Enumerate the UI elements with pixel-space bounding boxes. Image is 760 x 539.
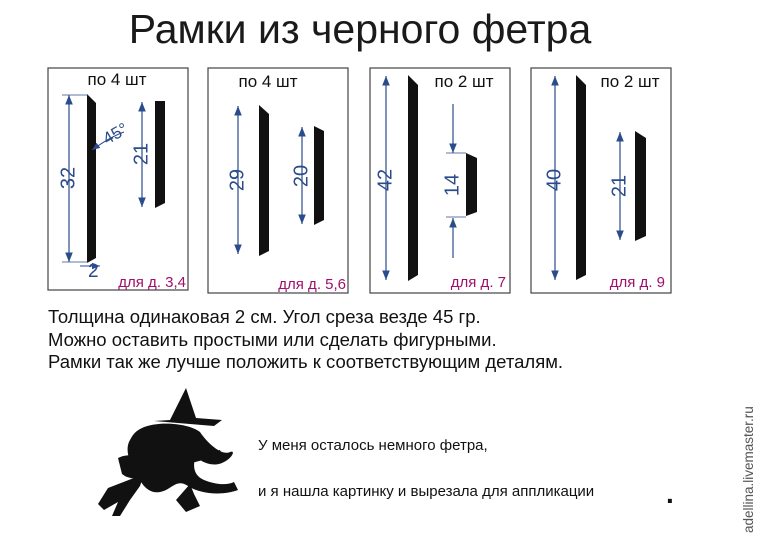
- story-line-2: и я нашла картинку и вырезала для аппликации: [258, 483, 595, 500]
- short-dimension-label: 20: [290, 164, 313, 188]
- short-frame-strip: [466, 153, 477, 216]
- story-line-1: У меня осталось немного фетра,: [258, 437, 488, 454]
- short-dimension-label: 14: [441, 173, 464, 197]
- instruction-line: Можно оставить простыми или сделать фигурными.: [48, 328, 497, 350]
- instructions: [48, 306, 563, 374]
- panel-2: [208, 68, 348, 293]
- long-dimension-label: 40: [543, 168, 566, 192]
- witch-silhouette-image: [98, 388, 238, 516]
- short-frame-strip: [635, 131, 646, 241]
- long-dimension-label: 29: [226, 168, 249, 192]
- long-frame-strip: [259, 105, 269, 256]
- caption: для д. 7: [450, 274, 506, 291]
- long-frame-strip: [408, 75, 418, 281]
- short-dimension-label: 21: [130, 142, 153, 166]
- thickness-label: 2: [88, 261, 99, 282]
- count-label: по 2 шт: [600, 72, 660, 91]
- instruction-line: Толщина одинаковая 2 см. Угол среза везде 45 гр.: [48, 306, 481, 327]
- long-frame-strip: [87, 94, 96, 263]
- caption: для д. 3,4: [118, 274, 186, 291]
- panel-4: [531, 68, 671, 293]
- short-frame-strip: [314, 126, 324, 225]
- short-dimension-label: 21: [608, 174, 631, 198]
- short-frame-strip: [155, 101, 165, 208]
- count-label: по 4 шт: [87, 70, 147, 89]
- long-dimension-label: 42: [374, 168, 397, 192]
- story-period: .: [666, 478, 674, 509]
- long-dimension-label: 32: [57, 166, 80, 190]
- angle-label: 45°: [99, 119, 132, 149]
- page-title: Рамки из черного фетра: [128, 6, 592, 52]
- count-label: по 4 шт: [238, 72, 298, 91]
- caption: для д. 5,6: [278, 276, 346, 293]
- long-frame-strip: [576, 75, 586, 280]
- panel-3: [370, 68, 510, 293]
- caption: для д. 9: [609, 274, 665, 291]
- panel-1: [48, 68, 188, 291]
- instruction-line: Рамки так же лучше положить к соответствующим деталям.: [48, 351, 564, 372]
- watermark: adellina.livemaster.ru: [741, 406, 756, 533]
- count-label: по 2 шт: [434, 72, 494, 91]
